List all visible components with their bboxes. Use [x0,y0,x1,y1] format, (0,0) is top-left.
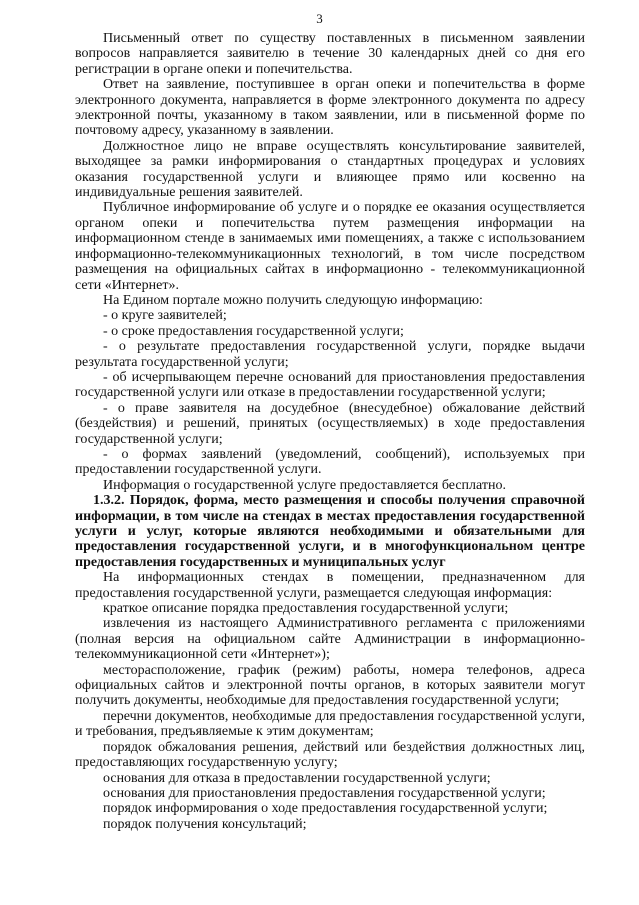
paragraph: извлечения из настоящего Административного регламента с приложениями (полная версия на официальном сайте Администрации в информационно-телекоммуникационной сети «Интернет»); [75,616,585,663]
paragraph: Должностное лицо не вправе осуществлять консультирование заявителей, выходящее за рамки информирования о стандартных процедурах и условиях оказания государственной услуги и влияющее прямо или косвенно на индивидуальные решения заявителей. [75,138,585,201]
paragraph: краткое описание порядка предоставления государственной услуги; [103,601,509,617]
paragraph: Письменный ответ по существу поставленных в письменном заявлении вопросов направляется заявителю в течение 30 календарных дней со дня его регистрации в органе опеки и попечительства. [75,31,585,77]
paragraph: Информация о государственной услуге предоставляется бесплатно. [103,477,506,493]
paragraph: основания для приостановления предоставления государственной услуги; [103,785,546,801]
paragraph: - о результате предоставления государственной услуги, порядке выдачи результата государственной услуги; [75,339,585,370]
document-body [75,31,585,832]
paragraph: - о сроке предоставления государственной услуги; [103,323,404,339]
paragraph: - о праве заявителя на досудебное (внесудебное) обжалование действий (бездействия) и решений, принятых (осуществляемых) в ходе предоставления государственной услуги; [75,400,585,447]
paragraph: - о круге заявителей; [103,308,227,324]
paragraph: На информационных стендах в помещении, предназначенном для предоставления государственной услуги, размещается следующая информация: [75,570,585,601]
paragraph: Ответ на заявление, поступившее в орган опеки и попечительства в форме электронного документа, направляется в форме электронного документа по адресу электронной почты, указанному в таком заявлении, или в письменной форме по почтовому адресу, указанному в заявлении. [75,77,585,139]
paragraph: - об исчерпывающем перечне оснований для приостановления предоставления государственной услуги или отказе в предоставлении государственной услуги; [75,369,585,401]
section-heading: 1.3.2. Порядок, форма, место размещения и способы получения справочной информации, в том числе на стендах в местах предоставления государственной услуги и услуг, которые являются необходимыми и обязательными для предоставления государственной услуги, и в многофункциональном центре предоставления государственных и муниципальных услуг [75,493,585,570]
paragraph: Публичное информирование об услуге и о порядке ее оказания осуществляется органом опеки и попечительства путем размещения информации на информационном стенде в занимаемых ими помещениях, а также с использованием информационно-телекоммуникационных технологий, в том числе посредством размещения на официальных сайтах в информационно - телекоммуникационной сети «Интернет». [75,200,585,293]
paragraph: перечни документов, необходимые для предоставления государственной услуги, и требования, предъявляемые к этим документам; [75,708,585,740]
paragraph: порядок информирования о ходе предоставления государственной услуги; [103,801,548,817]
paragraph: На Едином портале можно получить следующую информацию: [103,292,483,308]
paragraph: порядок получения консультаций; [103,816,307,832]
paragraph: месторасположение, график (режим) работы, номера телефонов, адреса официальных сайтов и электронной почты органов, в которых заявители могут получить документы, необходимые для предоставления государственной услуги; [75,662,585,709]
paragraph: порядок обжалования решения, действий или бездействия должностных лиц, предоставляющих государственную услугу; [75,739,585,771]
page-number: 3 [316,11,323,26]
paragraph: - о формах заявлений (уведомлений, сообщений), используемых при предоставлении государственной услуги. [75,446,585,478]
paragraph: основания для отказа в предоставлении государственной услуги; [103,770,491,786]
